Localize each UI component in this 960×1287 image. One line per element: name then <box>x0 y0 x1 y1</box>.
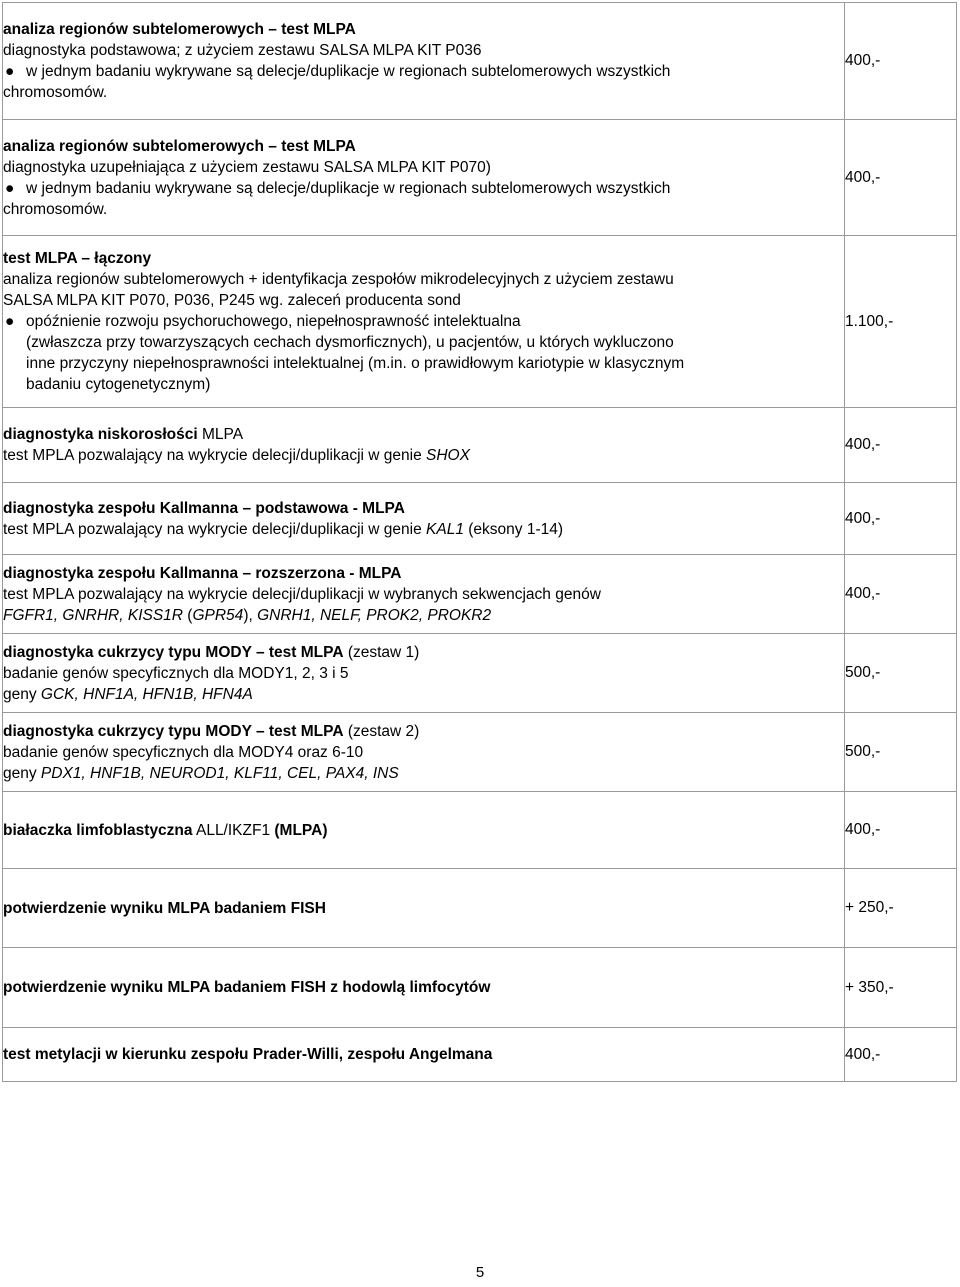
bullet-text: w jednym badaniu wykrywane są delecje/duplikacje w regionach subtelomerowych wszystkich <box>26 63 671 80</box>
row-title: diagnostyka zespołu Kallmanna – rozszerzona - MLPA <box>3 564 402 582</box>
gene-name: GPR54 <box>192 606 244 624</box>
row-title: diagnostyka cukrzycy typu MODY – test MLPA <box>3 643 344 661</box>
row-description <box>3 555 845 634</box>
price-table <box>2 2 957 1082</box>
row-description <box>3 408 845 483</box>
bullet-continuation: badaniu cytogenetycznym) <box>26 376 211 393</box>
row-text: test MPLA pozwalający na wykrycie delecji/duplikacji w genie <box>3 447 427 464</box>
row-description <box>3 3 845 120</box>
table-row <box>3 869 957 948</box>
row-text: badanie genów specyficznych dla MODY4 oraz 6-10 <box>3 743 364 761</box>
row-title: diagnostyka cukrzycy typu MODY – test MLPA <box>3 722 344 740</box>
row-text: chromosomów. <box>3 84 108 101</box>
row-description <box>3 634 845 713</box>
row-title: potwierdzenie wyniku MLPA badaniem FISH z hodowlą limfocytów <box>3 979 491 996</box>
price-cell: 400,- <box>845 408 957 483</box>
table-row <box>3 634 957 713</box>
table-row <box>3 555 957 634</box>
bullet-icon: ● <box>5 63 15 80</box>
gene-name: PDX1, HNF1B, NEUROD1, KLF11, CEL, PAX4, INS <box>40 764 399 782</box>
row-text: SALSA MLPA KIT P070, P036, P245 wg. zaleceń producenta sond <box>3 292 461 309</box>
row-text: test MPLA pozwalający na wykrycie delecji/duplikacji w genie <box>3 520 427 538</box>
price-cell: + 350,- <box>845 948 957 1028</box>
price-cell: 400,- <box>845 120 957 236</box>
row-title: diagnostyka zespołu Kallmanna – podstawowa - MLPA <box>3 499 405 517</box>
bullet-continuation: inne przyczyny niepełnosprawności intelektualnej (m.in. o prawidłowym kariotypie w klasycznym <box>26 355 685 372</box>
bullet-icon: ● <box>5 313 15 330</box>
row-text: MLPA <box>202 426 244 443</box>
price-cell: 400,- <box>845 1028 957 1082</box>
row-description <box>3 1028 845 1082</box>
row-text: chromosomów. <box>3 200 108 218</box>
row-title: (MLPA) <box>274 821 328 839</box>
row-title: diagnostyka niskorosłości <box>3 426 198 443</box>
price-cell: 400,- <box>845 792 957 869</box>
row-description <box>3 120 845 236</box>
bullet-icon: ● <box>5 179 15 197</box>
row-description <box>3 948 845 1028</box>
bullet-item <box>3 61 844 82</box>
row-text: badanie genów specyficznych dla MODY1, 2, 3 i 5 <box>3 664 349 682</box>
table-row <box>3 792 957 869</box>
bullet-text: opóźnienie rozwoju psychoruchowego, niepełnosprawność intelektualna <box>26 313 521 330</box>
gene-name: KAL1 <box>426 520 464 538</box>
table-row <box>3 236 957 408</box>
row-title: test MLPA – łączony <box>3 250 152 267</box>
price-cell: 400,- <box>845 555 957 634</box>
row-title: białaczka limfoblastyczna <box>3 821 193 839</box>
row-description <box>3 792 845 869</box>
gene-name: FGFR1, GNRHR, KISS1R <box>3 606 183 624</box>
bullet-text: w jednym badaniu wykrywane są delecje/duplikacje w regionach subtelomerowych wszystkich <box>26 179 671 197</box>
table-row <box>3 713 957 792</box>
row-title: test metylacji w kierunku zespołu Prader-Willi, zespołu Angelmana <box>3 1046 493 1063</box>
row-description <box>3 483 845 555</box>
row-text: (eksony 1-14) <box>463 520 564 538</box>
gene-name: GNRH1, NELF, PROK2, PROKR2 <box>257 606 492 624</box>
table-row <box>3 120 957 236</box>
bullet-item <box>3 178 844 199</box>
gene-name: GCK, HNF1A, HFN1B, HFN4A <box>40 685 253 703</box>
row-text: diagnostyka podstawowa; z użyciem zestawu SALSA MLPA KIT P036 <box>3 42 482 59</box>
price-cell: 500,- <box>845 713 957 792</box>
table-row <box>3 948 957 1028</box>
row-title: potwierdzenie wyniku MLPA badaniem FISH <box>3 899 326 917</box>
price-cell: 400,- <box>845 483 957 555</box>
row-description <box>3 236 845 408</box>
row-text: ), <box>243 606 258 624</box>
row-text: ( <box>183 606 193 624</box>
row-text: test MPLA pozwalający na wykrycie delecji/duplikacji w wybranych sekwencjach genów <box>3 585 601 603</box>
price-cell: 1.100,- <box>845 236 957 408</box>
row-description <box>3 869 845 948</box>
table-row <box>3 3 957 120</box>
price-cell: 500,- <box>845 634 957 713</box>
bullet-continuation: (zwłaszcza przy towarzyszących cechach dysmorficznych), u pacjentów, u których wykluczono <box>26 334 674 351</box>
bullet-item <box>3 311 844 332</box>
price-cell: 400,- <box>845 3 957 120</box>
row-title: analiza regionów subtelomerowych – test MLPA <box>3 21 356 38</box>
row-text: (zestaw 1) <box>343 643 420 661</box>
row-description <box>3 713 845 792</box>
row-text: diagnostyka uzupełniająca z użyciem zestawu SALSA MLPA KIT P070) <box>3 158 491 176</box>
page-number: 5 <box>475 1264 485 1281</box>
row-text: (zestaw 2) <box>343 722 420 740</box>
row-text: analiza regionów subtelomerowych + identyfikacja zespołów mikrodelecyjnych z użyciem zestawu <box>3 271 674 288</box>
table-row <box>3 483 957 555</box>
row-title: analiza regionów subtelomerowych – test MLPA <box>3 137 356 155</box>
row-text: ALL/IKZF1 <box>192 821 275 839</box>
row-text: geny <box>3 685 41 703</box>
row-text: geny <box>3 764 41 782</box>
table-row <box>3 1028 957 1082</box>
table-row <box>3 408 957 483</box>
gene-name: SHOX <box>426 447 470 464</box>
price-cell: + 250,- <box>845 869 957 948</box>
